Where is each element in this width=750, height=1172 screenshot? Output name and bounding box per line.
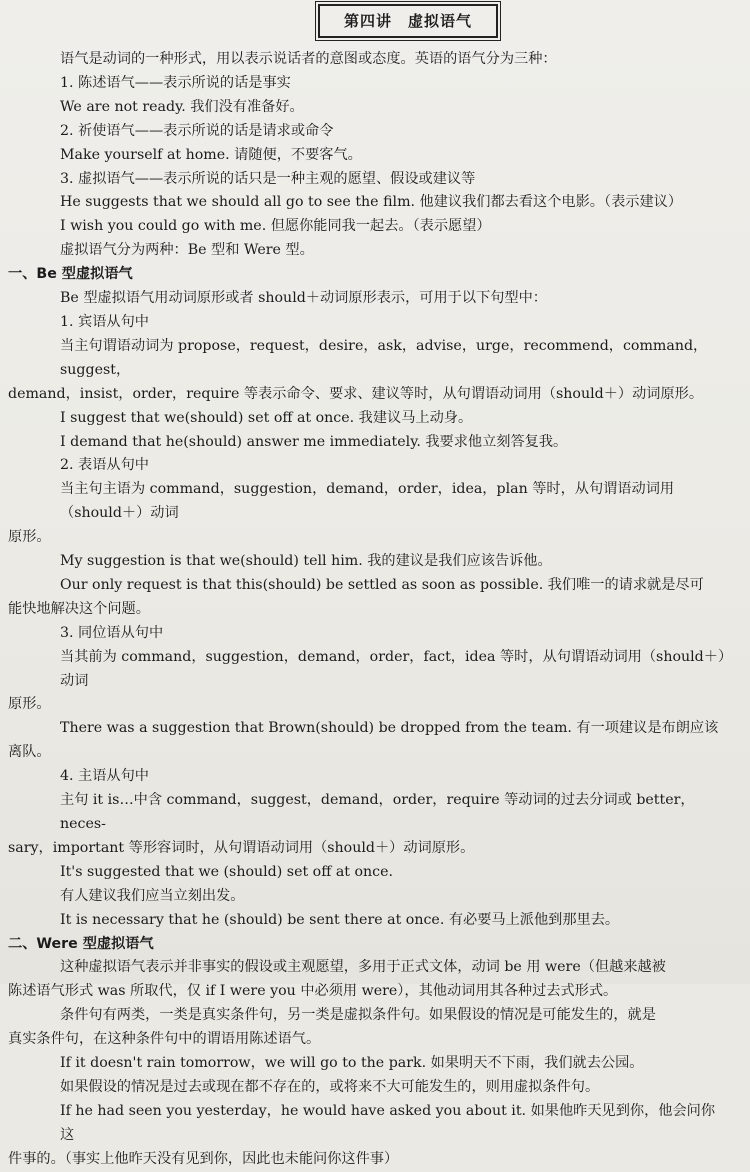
paragraph-line: If it doesn't rain tomorrow，we will go to the park. 如果明天不下雨，我们就去公园。: [60, 1055, 644, 1072]
paragraph-line: 当主句主语为 command，suggestion，demand，order，idea，plan 等时，从句谓语动词用（should＋）动词: [60, 481, 675, 522]
paragraph-line: He suggests that we should all go to see the film. 他建议我们都去看这个电影。（表示建议）: [60, 194, 683, 211]
paragraph-line: I suggest that we(should) set off at once. 我建议马上动身。: [60, 409, 473, 426]
section-heading: 二、Were 型虚拟语气: [8, 935, 154, 952]
paragraph-line: I demand that he(should) answer me immediately. 我要求他立刻答复我。: [60, 433, 568, 450]
paragraph-continuation-line: sary，important 等形容词时，从句谓语动词用（should＋）动词原形。: [8, 839, 475, 856]
paragraph-line: Make yourself at home. 请随便，不要客气。: [60, 146, 362, 163]
paragraph-line: 有人建议我们应当立刻出发。: [60, 887, 245, 904]
paragraph-line: 当主句谓语动词为 propose，request，desire，ask，advise，urge，recommend，command，suggest，: [60, 337, 708, 378]
paragraph-line: We are not ready. 我们没有准备好。: [60, 98, 304, 115]
paragraph-line: 主句 it is…中含 command，suggest，demand，order，require 等动词的过去分词或 better，neces-: [60, 792, 695, 832]
paragraph-line: My suggestion is that we(should) tell him. 我的建议是我们应该告诉他。: [60, 553, 552, 570]
chapter-title: 第四讲 虚拟语气: [318, 4, 498, 38]
paragraph-continuation-line: 真实条件句，在这种条件句中的谓语用陈述语气。: [8, 1031, 321, 1048]
title-area: [60, 0, 726, 48]
paragraph-line: 2. 祈使语气——表示所说的话是请求或命令: [60, 122, 334, 139]
paragraph-line: If he had seen you yesterday，he would have asked you about it. 如果他昨天见到你，他会问你这: [60, 1102, 716, 1143]
paragraph-line: 这种虚拟语气表示并非事实的假设或主观愿望，多用于正式文体，动词 be 用 were（但越来越被: [60, 959, 666, 976]
paragraph-line: 如果假设的情况是过去或现在都不存在的，或将来不大可能发生的，则用虚拟条件句。: [60, 1078, 600, 1095]
paragraph-line: It's suggested that we (should) set off at once.: [60, 863, 394, 880]
paragraph-continuation-line: demand，insist，order，require 等表示命令、要求、建议等时，从句谓语动词用（should＋）动词原形。: [8, 385, 704, 402]
section-heading: 一、Be 型虚拟语气: [8, 266, 133, 283]
paragraph-line: 1. 陈述语气——表示所说的话是事实: [60, 74, 291, 91]
paragraph-continuation-line: 原形。: [8, 529, 51, 546]
paragraph-continuation-line: 件事的。（事实上他昨天没有见到你，因此也未能问你这件事）: [8, 1150, 399, 1167]
paragraph-line: Be 型虚拟语气用动词原形或者 should＋动词原形表示，可用于以下句型中：: [60, 290, 547, 307]
paragraph-continuation-line: 原形。: [8, 696, 51, 713]
paragraph-line: 3. 同位语从句中: [60, 624, 164, 641]
paragraph-line: I wish you could go with me. 但愿你能同我一起去。（表示愿望）: [60, 218, 491, 235]
document-body: [8, 48, 726, 1172]
paragraph-line: 条件句有两类，一类是真实条件句，另一类是虚拟条件句。如果假设的情况是可能发生的，就是: [60, 1007, 656, 1024]
paragraph-continuation-line: 能快地解决这个问题。: [8, 600, 150, 617]
paragraph-line: 3. 虚拟语气——表示所说的话只是一种主观的愿望、假设或建议等: [60, 170, 476, 187]
paragraph-line: 4. 主语从句中: [60, 768, 149, 785]
paragraph-line: Our only request is that this(should) be settled as soon as possible. 我们唯一的请求就是尽可: [60, 576, 704, 593]
paragraph-line: 1. 宾语从句中: [60, 313, 149, 330]
paragraph-line: There was a suggestion that Brown(should) be dropped from the team. 有一项建议是布朗应该: [60, 720, 719, 737]
paragraph-line: 语气是动词的一种形式，用以表示说话者的意图或态度。英语的语气分为三种：: [60, 51, 557, 67]
paragraph-line: It is necessary that he (should) be sent there at once. 有必要马上派他到那里去。: [60, 911, 620, 928]
paragraph-line: 当其前为 command，suggestion，demand，order，fact，idea 等时，从句谓语动词用（should＋）动词: [60, 648, 726, 689]
paragraph-continuation-line: 离队。: [8, 744, 51, 761]
paragraph-line: 虚拟语气分为两种：Be 型和 Were 型。: [60, 242, 314, 259]
paragraph-line: 2. 表语从句中: [60, 457, 149, 474]
paragraph-continuation-line: 陈述语气形式 was 所取代，仅 if I were you 中必须用 were），其他动词用其各种过去式形式。: [8, 983, 618, 1000]
